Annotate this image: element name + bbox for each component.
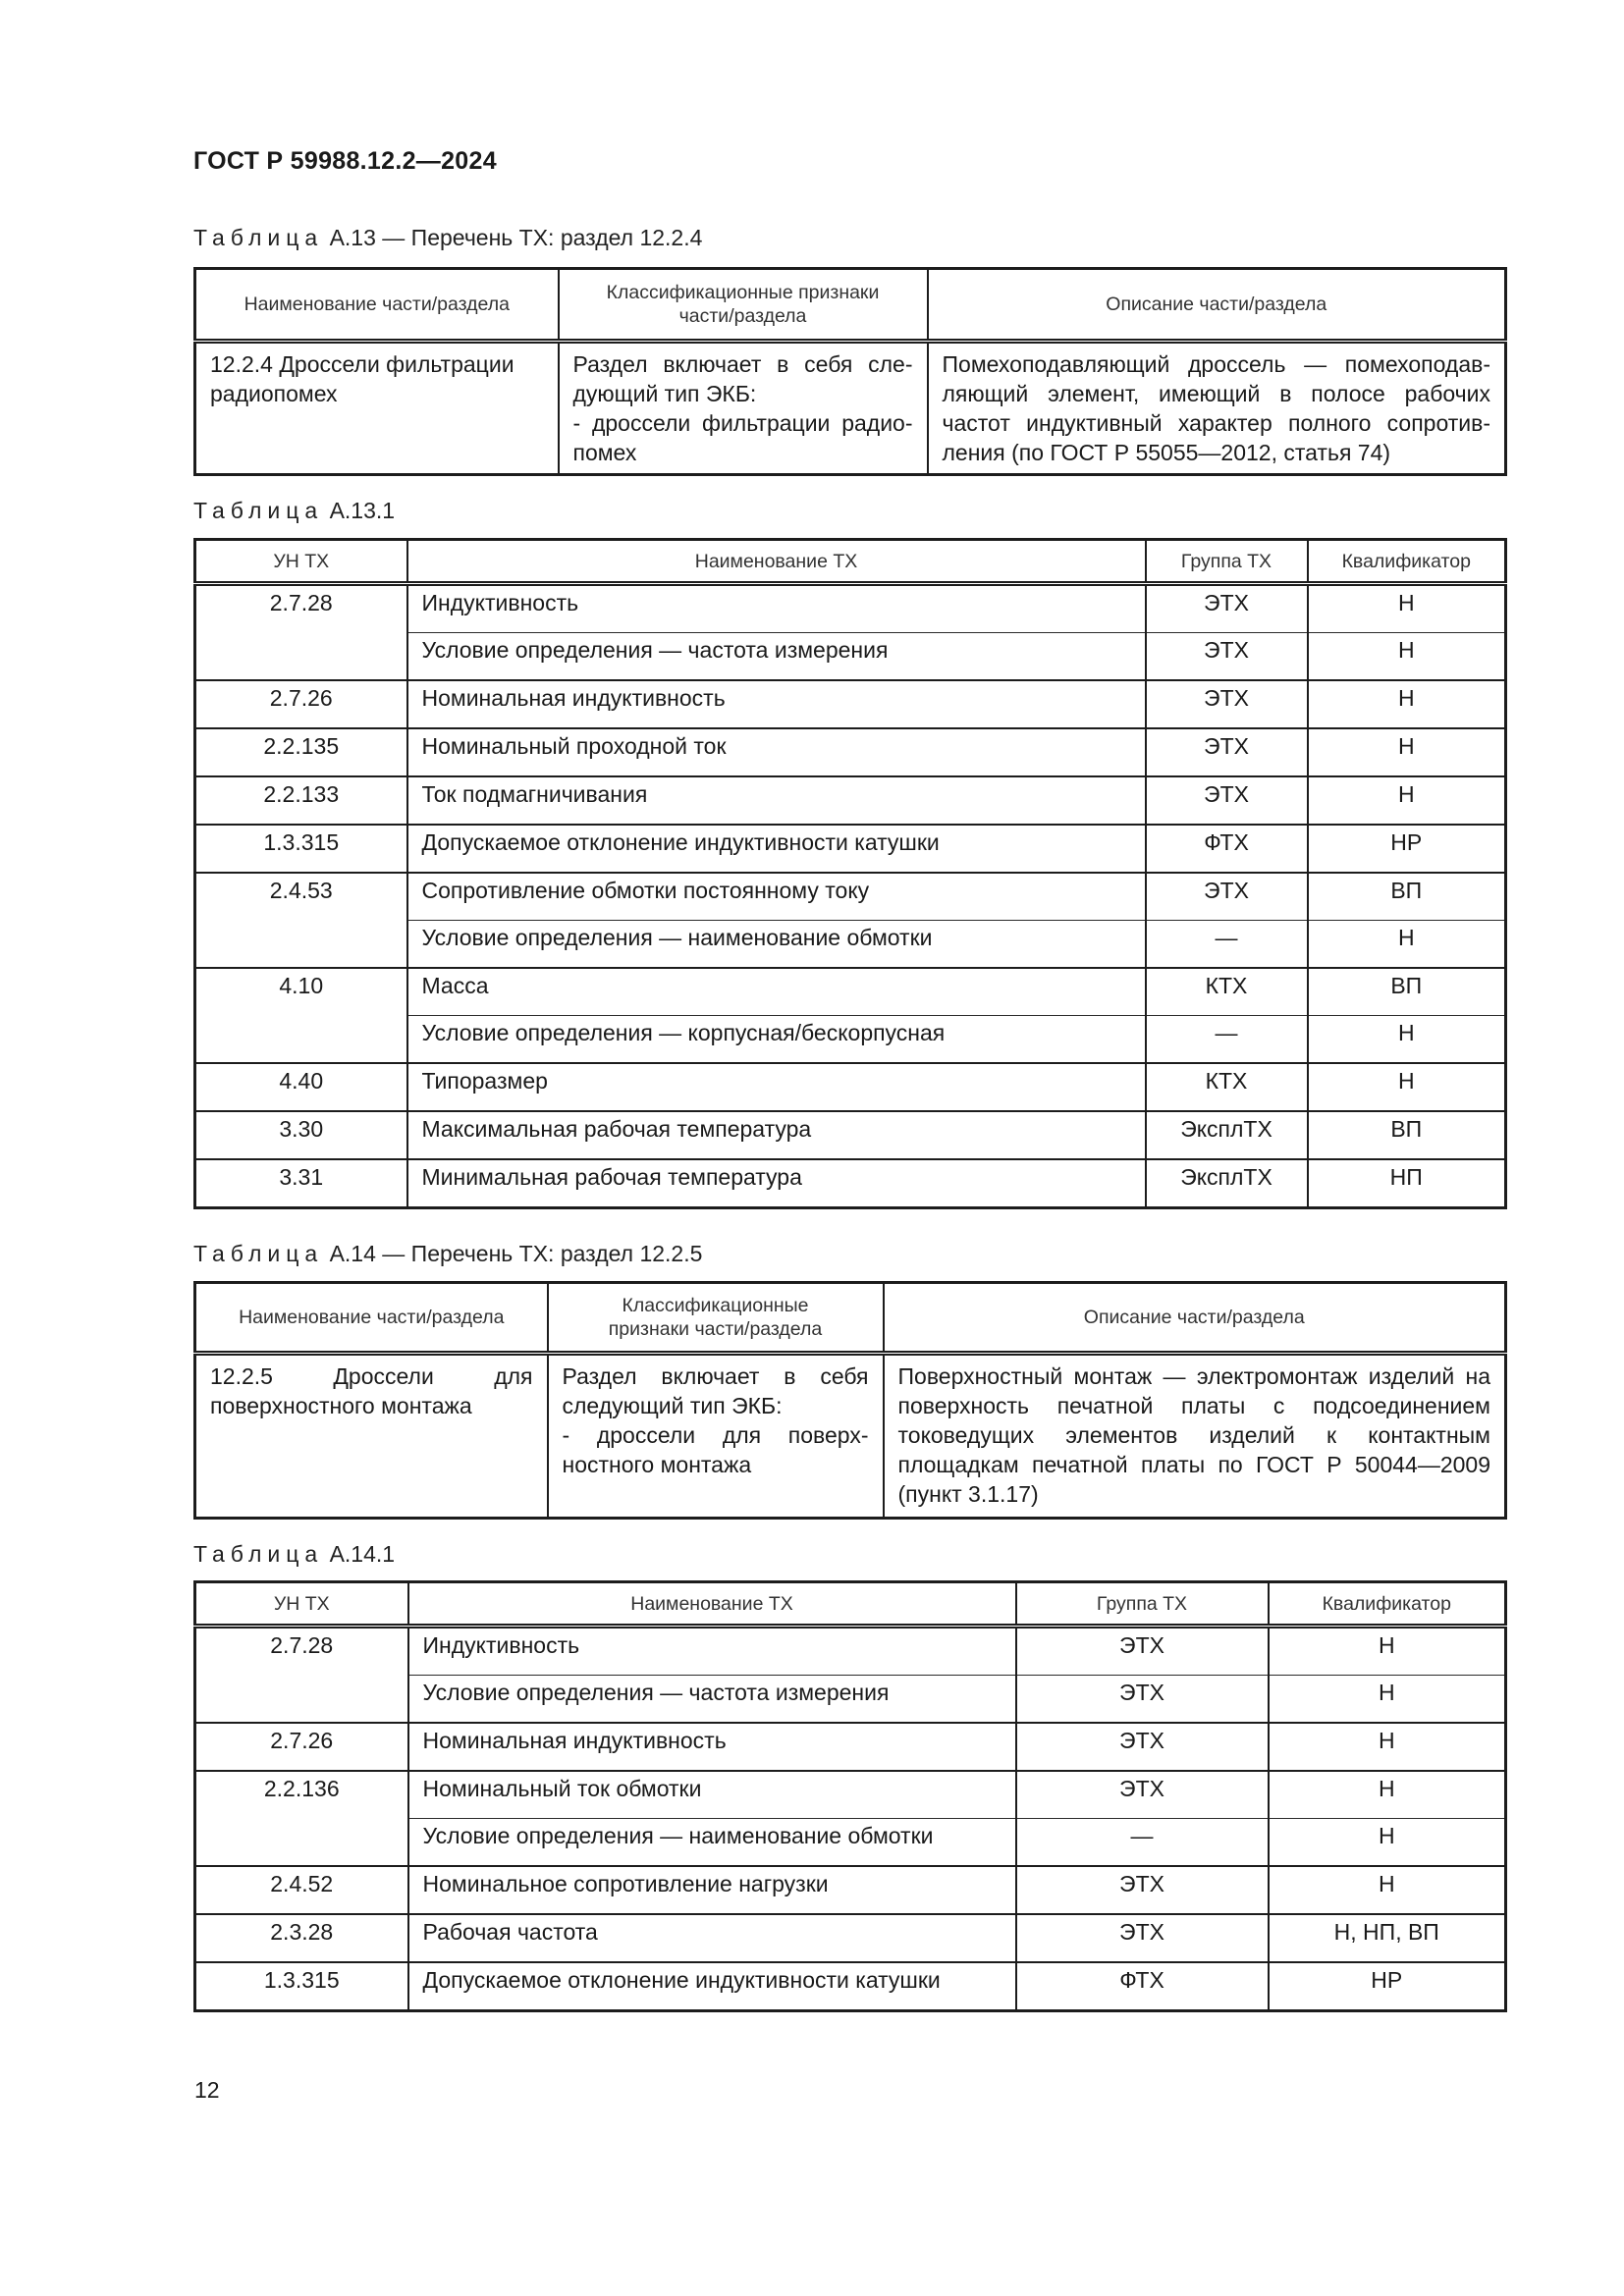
- qualifier-cell: Н: [1308, 680, 1506, 728]
- column-header: Описание части/раздела: [884, 1283, 1506, 1354]
- table-a13-caption: [193, 225, 702, 251]
- caption-text: А.13 — Перечень ТХ: раздел 12.2.4: [329, 225, 703, 250]
- qualifier-cell: ВП: [1308, 968, 1506, 1016]
- column-header: Наименование ТХ: [407, 540, 1146, 584]
- section-features: [559, 342, 928, 475]
- table-row: [195, 1354, 1506, 1519]
- table-row: [195, 968, 1506, 1016]
- code-cell: 1.3.315: [195, 1962, 408, 2011]
- qualifier-cell: Н: [1308, 921, 1506, 969]
- features-line: Раздел включает в себя следующий тип ЭКБ:: [562, 1363, 869, 1418]
- name-cell: Максимальная рабочая температура: [407, 1111, 1146, 1159]
- qualifier-cell: Н: [1269, 1866, 1506, 1914]
- name-cell: Условие определения — частота измерения: [408, 1676, 1016, 1724]
- name-cell: Номинальная индуктивность: [407, 680, 1146, 728]
- name-cell: Масса: [407, 968, 1146, 1016]
- group-cell: ЭТХ: [1146, 776, 1308, 825]
- name-cell: Сопротивление обмотки постоянному току: [407, 873, 1146, 921]
- table-row: [195, 825, 1506, 873]
- column-header: Классификационные признаки части/раздела: [559, 269, 928, 342]
- group-cell: ФТХ: [1016, 1962, 1269, 2011]
- table-row: [195, 1962, 1506, 2011]
- section-name: 12.2.5 Дроссели для поверхностного монтажа: [195, 1354, 548, 1519]
- table-row: [195, 728, 1506, 776]
- caption-text: А.14.1: [329, 1541, 396, 1567]
- group-cell: ЭТХ: [1016, 1723, 1269, 1771]
- caption-prefix: Таблица: [193, 1241, 324, 1266]
- code-cell: 3.30: [195, 1111, 407, 1159]
- table-row: [195, 873, 1506, 921]
- name-cell: Условие определения — частота измерения: [407, 633, 1146, 681]
- qualifier-cell: Н: [1308, 728, 1506, 776]
- group-cell: ЭксплТХ: [1146, 1111, 1308, 1159]
- group-cell: ФТХ: [1146, 825, 1308, 873]
- table-row: [195, 1111, 1506, 1159]
- group-cell: ЭксплТХ: [1146, 1159, 1308, 1208]
- group-cell: ЭТХ: [1016, 1676, 1269, 1724]
- name-cell: Условие определения — наименование обмотки: [407, 921, 1146, 969]
- group-cell: —: [1146, 921, 1308, 969]
- qualifier-cell: Н: [1269, 1723, 1506, 1771]
- features-line: Раздел включает в себя сле-дующий тип ЭКБ:: [572, 351, 913, 406]
- name-cell: Номинальное сопротивление нагрузки: [408, 1866, 1016, 1914]
- page-number: 12: [194, 2077, 220, 2103]
- table-row: [195, 1866, 1506, 1914]
- name-cell: Номинальный проходной ток: [407, 728, 1146, 776]
- qualifier-cell: Н: [1308, 1063, 1506, 1111]
- qualifier-cell: Н: [1269, 1819, 1506, 1867]
- group-cell: ЭТХ: [1146, 680, 1308, 728]
- qualifier-cell: Н: [1308, 584, 1506, 633]
- section-features: [548, 1354, 884, 1519]
- name-cell: Ток подмагничивания: [407, 776, 1146, 825]
- caption-text: А.13.1: [329, 498, 396, 523]
- qualifier-cell: Н: [1269, 1771, 1506, 1819]
- section-name: 12.2.4 Дроссели фильтрации радиопомех: [195, 342, 559, 475]
- qualifier-cell: Н, НП, ВП: [1269, 1914, 1506, 1962]
- column-header: Квалификатор: [1308, 540, 1506, 584]
- table-a131-caption: [193, 498, 395, 524]
- group-cell: КТХ: [1146, 1063, 1308, 1111]
- group-cell: ЭТХ: [1016, 1866, 1269, 1914]
- qualifier-cell: ВП: [1308, 1111, 1506, 1159]
- group-cell: ЭТХ: [1146, 584, 1308, 633]
- group-cell: ЭТХ: [1146, 728, 1308, 776]
- column-header: Классификационные признаки части/раздела: [548, 1283, 884, 1354]
- code-cell: 2.2.135: [195, 728, 407, 776]
- table-row: [195, 342, 1506, 475]
- group-cell: КТХ: [1146, 968, 1308, 1016]
- name-cell: Условие определения — корпусная/бескорпусная: [407, 1016, 1146, 1064]
- table-row: [195, 1771, 1506, 1819]
- column-header: Группа ТХ: [1146, 540, 1308, 584]
- group-cell: ЭТХ: [1146, 633, 1308, 681]
- name-cell: Допускаемое отклонение индуктивности катушки: [408, 1962, 1016, 2011]
- name-cell: Индуктивность: [407, 584, 1146, 633]
- name-cell: Условие определения — наименование обмотки: [408, 1819, 1016, 1867]
- name-cell: Номинальная индуктивность: [408, 1723, 1016, 1771]
- code-cell: 2.3.28: [195, 1914, 408, 1962]
- group-cell: —: [1016, 1819, 1269, 1867]
- column-header: Описание части/раздела: [928, 269, 1506, 342]
- qualifier-cell: НР: [1308, 825, 1506, 873]
- qualifier-cell: НП: [1308, 1159, 1506, 1208]
- column-header: УН ТХ: [195, 540, 407, 584]
- group-cell: ЭТХ: [1016, 1627, 1269, 1676]
- table-a131: [193, 538, 1507, 1209]
- table-row: [195, 1914, 1506, 1962]
- code-cell: 2.4.53: [195, 873, 407, 968]
- section-description: Помехоподавляющий дроссель — помехоподав-ляющий элемент, имеющий в полосе рабочих частот индуктивный характер полного сопротив-ления (по ГОСТ Р 55055—2012, статья 74): [928, 342, 1506, 475]
- code-cell: 2.7.28: [195, 584, 407, 681]
- group-cell: ЭТХ: [1146, 873, 1308, 921]
- caption-prefix: Таблица: [193, 225, 324, 250]
- code-cell: 4.40: [195, 1063, 407, 1111]
- table-a141-caption: [193, 1541, 395, 1568]
- table-a141: [193, 1580, 1507, 2012]
- code-cell: 1.3.315: [195, 825, 407, 873]
- qualifier-cell: ВП: [1308, 873, 1506, 921]
- table-row: [195, 1723, 1506, 1771]
- features-line: - дроссели для поверх-ностного монтажа: [562, 1422, 869, 1477]
- group-cell: ЭТХ: [1016, 1914, 1269, 1962]
- table-row: [195, 1063, 1506, 1111]
- code-cell: 2.4.52: [195, 1866, 408, 1914]
- table-a13: [193, 267, 1507, 476]
- column-header: УН ТХ: [195, 1582, 408, 1627]
- group-cell: —: [1146, 1016, 1308, 1064]
- name-cell: Типоразмер: [407, 1063, 1146, 1111]
- name-cell: Рабочая частота: [408, 1914, 1016, 1962]
- document-title: ГОСТ Р 59988.12.2—2024: [193, 147, 497, 175]
- qualifier-cell: НР: [1269, 1962, 1506, 2011]
- qualifier-cell: Н: [1308, 776, 1506, 825]
- table-row: [195, 1627, 1506, 1676]
- column-header: Наименование ТХ: [408, 1582, 1016, 1627]
- code-cell: 2.7.26: [195, 1723, 408, 1771]
- name-cell: Индуктивность: [408, 1627, 1016, 1676]
- code-cell: 3.31: [195, 1159, 407, 1208]
- code-cell: 2.2.133: [195, 776, 407, 825]
- name-cell: Минимальная рабочая температура: [407, 1159, 1146, 1208]
- column-header: Квалификатор: [1269, 1582, 1506, 1627]
- table-a14: [193, 1281, 1507, 1520]
- table-row: [195, 776, 1506, 825]
- caption-prefix: Таблица: [193, 498, 324, 523]
- column-header: Группа ТХ: [1016, 1582, 1269, 1627]
- qualifier-cell: Н: [1269, 1676, 1506, 1724]
- section-description: Поверхностный монтаж — электромонтаж изделий на поверхность печатной платы с подсоединением токоведущих элементов изделий к контактным площадкам печатной платы по ГОСТ Р 50044—2009 (пункт 3.1.17): [884, 1354, 1506, 1519]
- code-cell: 4.10: [195, 968, 407, 1063]
- table-row: [195, 680, 1506, 728]
- code-cell: 2.7.26: [195, 680, 407, 728]
- name-cell: Допускаемое отклонение индуктивности катушки: [407, 825, 1146, 873]
- qualifier-cell: Н: [1308, 633, 1506, 681]
- code-cell: 2.2.136: [195, 1771, 408, 1866]
- column-header: Наименование части/раздела: [195, 1283, 548, 1354]
- qualifier-cell: Н: [1269, 1627, 1506, 1676]
- name-cell: Номинальный ток обмотки: [408, 1771, 1016, 1819]
- table-row: [195, 584, 1506, 633]
- table-row: [195, 1159, 1506, 1208]
- caption-prefix: Таблица: [193, 1541, 324, 1567]
- column-header: Наименование части/раздела: [195, 269, 559, 342]
- caption-text: А.14 — Перечень ТХ: раздел 12.2.5: [329, 1241, 703, 1266]
- code-cell: 2.7.28: [195, 1627, 408, 1724]
- group-cell: ЭТХ: [1016, 1771, 1269, 1819]
- table-a14-caption: [193, 1241, 702, 1267]
- qualifier-cell: Н: [1308, 1016, 1506, 1064]
- features-line: - дроссели фильтрации радио-помех: [572, 410, 913, 465]
